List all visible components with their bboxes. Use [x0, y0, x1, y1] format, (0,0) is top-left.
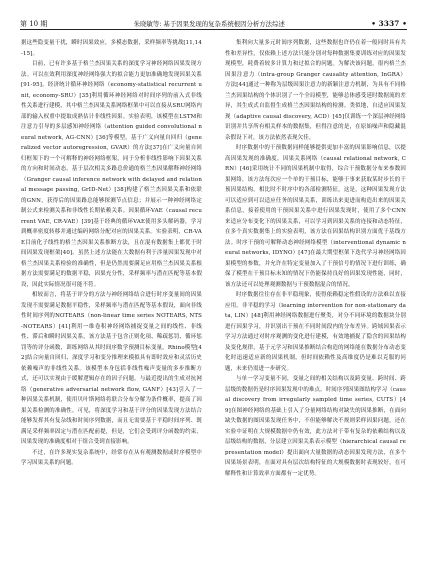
paragraph: 相较而言，将基于评分的方法与神经网络结合进行时序变量间的因果发现不需要满足数据平稳性，采样频率与潜在匹配等基本假设，面向非线性时间序列的NOTEARS（non-linear time series NOTEARS, NTS-NOTEARS）[41]利用一维卷积神经网络捕捉变量之间的线性、非线性、滞后和瞬时因果关系，该方法基于包含正则化项、稀疏惩罚、循环惩罚等的评分函数，训练网络从其时间序数学预测目标变量。Rhino模型[42]结合向量自回归、深度学习和变分推理来模拟具有即时效应和灵活历史依赖噪声的非线性关系。该模型本身包括非线性噪声变量的多步推断方式，还可以实现由于缓解逻辑存在的因子问题。与最近提出的生成对抗网络（generative adversarial network flow, GANF）[43]引入了一种因果关系机制，使用贝叶斯网络将联合分布分解为条件概率，提高了因果关系检测的准确性。可见，将深度学习和基于评分的因果发现方法结合能够发挥其有复杂线和时间序列数据，而且无需要基于平稳时间序列、既满足采样频率固定与潜在匹配前提，但是，它们会受到评分函数的约束，因果发现的准确度相对于组合受到直接影响。	[21, 292, 202, 445]
paragraph: 据这些隐变量干扰，瞬时因果效应，多模态数据，采样频率等挑战[11,14-15]。	[21, 40, 202, 57]
paragraph: 与单一学习变量不同，变量之间的相关结构以及跨变量、跨时间、跨层级的数据仍是时序因果发现中的难点。时间序列因果图结构学习（causal discovery from irregularly sampled time series, CUTS）[49]在图神经网络的基础上引入了分量网络结构对缺失的因果推断，在面向缺失数据的图因果发现任务中，不但能够解决不规则采样因果问题，还在实验中证明在大规模数据中仍有效，此方法对于带有复杂的依赖结构以及层级结构的数据，分层建立因果关系表示模型（hierarchical causal representation model）提出面向大量数据的动态因果发现方法，在多个因果场景表明，在面对具有层次结构特征的大规模数据时表现较好，在可解释性和计算效率方面都有一定优势。	[225, 376, 406, 477]
page-number: • 3337 •	[371, 19, 407, 28]
issue-label: 第 10 期	[20, 20, 48, 28]
running-title: 朱晓敏等: 基于因果发现的复杂系统根因分析方法综述	[133, 20, 285, 28]
right-column	[225, 38, 406, 568]
left-column	[21, 38, 202, 568]
paragraph: 时序数据往往存在非平稳现象，使得依赖稳定性假设的方法难以直接应用。非平稳的学习（learning intervention for non-stationary data, LIN）[48]利用神经网络数据进行聚类，对分不同环境的数据块分别进行因果学习，并识别出干预在不同时间段内的分布差异。跨域因果表示学习方法通过对时序观测的变化进行建模，有效地捕捉了隐含的因果结构及变化规律，基于元学习和因果推断结合构造的网络能在数据分布动态变化时迅速适应新的因果机制，但时间依赖性及高维度仍是难以克服的问题，未来仍需进一步研究。	[225, 292, 406, 372]
paragraph: 不过，在许多现实复杂系统中，经常存在从有观测数据或时序模型中学习因果关系的问题。	[21, 449, 202, 466]
paragraph: 时序数据中的干预数据同样能够提供更加丰富的因果影响信息，以提高因果发现的准确度。因果关系网络（causal relational network, CRN）[46]采用统计不同的因果机制中取得，综合干预数据分布来参数因果网络，该方法每次应一个单的干预目标，能够于事来获取某时步长的干预因果结构。相比时不时序中的各部检测特征，这是，这种因果发现方法可以适应到可以适应任务的因果关系，训练出来更进而构造出来的因果关系信息，接着使用的干预因果关系中进行因果发现时，使用了多个CNN来适应分布变化下的因果关系，可以学习到因果关系的连接和动态特征，在多个真实数据集上的实验表明，该方法在因果结构识别方面优于基线方法。时序干预的可解释动态神经网络模型（interventional dynamic neural networks, IDYNO）[47]在最大期望框架下迭代学习神经网络因果模型的参数，并允许在特定变量加入了干预信号的情况下进行训练，确保了模型在干预目标未知的情况下仍能保持良好的因果发现性能，同时，该方法还可以处理观测数据与干预数据混合的情况。	[225, 145, 406, 288]
page-header	[20, 14, 407, 28]
header-rule	[20, 29, 407, 30]
paragraph: 集利向大量多元时间序列数据，这些数据也许仍在着一般同时具有共性和差异性，仅依赖上述方法只能分别对每种数据集要训练对应的因果发现模型，耗费着较多计算力和过拟合的问题。为解决该问题，很内格兰杰因果注意力（intra-group Granger causality attention, InGRA）方法[44]通过一种称为层级因果注意力的新颖注意力机制，为具有不同格兰杰因果结构的个体识别了一个全局模型，能够总体感受延时数据流的差异，其生成式自监督生成格兰杰因果结构的检测。类似地，自适应因果发现（adaptive causal discovery, ACD）[45]仅训练一个深层神经网络识别并共享所有相关样本的数据集，但得注意的是，在原始噪声和隐藏混杂假设下对，该方法依然表现欠佳。	[225, 40, 406, 141]
paragraph: 目前，已有许多基于格兰杰因果关系的深度学习神经网络因果发现方法。可以在效利用深度神经网络强大的拟合能力更加准确地发现因果关系[91-95]。经济统计循环神经网络（economy-statistical recurrent unit, economy-SRU）[35]利用循环神经网络对时间序列的前入式非线性关系进行建模，其中格兰杰因果关系网络框架中可以直接从SRU网络内部的输入权重中提取成熟估计非线性因果。实验表明，该模型在LSTM和注意力引导的多层感知神经网络（attention guided convolutional neural network, AG-CNN）[36]等模型。基于广义向量自回归（generalized vector autoregression, GVAR）的方法[37]在广义向量自回归框架下的一个可解释的神经网络框架，同于分析非线性影响下因果关系的方向和时间动态。基于层次相关多路总价通的格兰杰因果解释神经网络（Granger causal inference network with delayed and relational message passing, GrID-Net）[38]构建了格兰杰因果关系和依联的GNN，获得后的因果路总能够探测节点信息；并展示一种神经网络定制公式来检测关系和非线性长期依赖关系。因果循环VAE（causal recurrent VAE, CR-VAE）[39]基于经典的循环VAE使用多头解码器，学习到概率密度转移并通过编码网络分配对应的因果关系。实验表明，CR-VAE目前化子线性的格兰杰因果关系推断方法，且在混有数据集上都优于时间因果发现框架[40]。虽然上述方法能在大数据有利于涉量因果发现中对格兰杰因果关系检验的准确性，但是仍然需要满足应用格兰杰因果关系根据方法需要满足的数据平稳，因果充分性，采样频率与潜在匹配等基本假设，因此实际情况很可能不符。	[21, 61, 202, 288]
